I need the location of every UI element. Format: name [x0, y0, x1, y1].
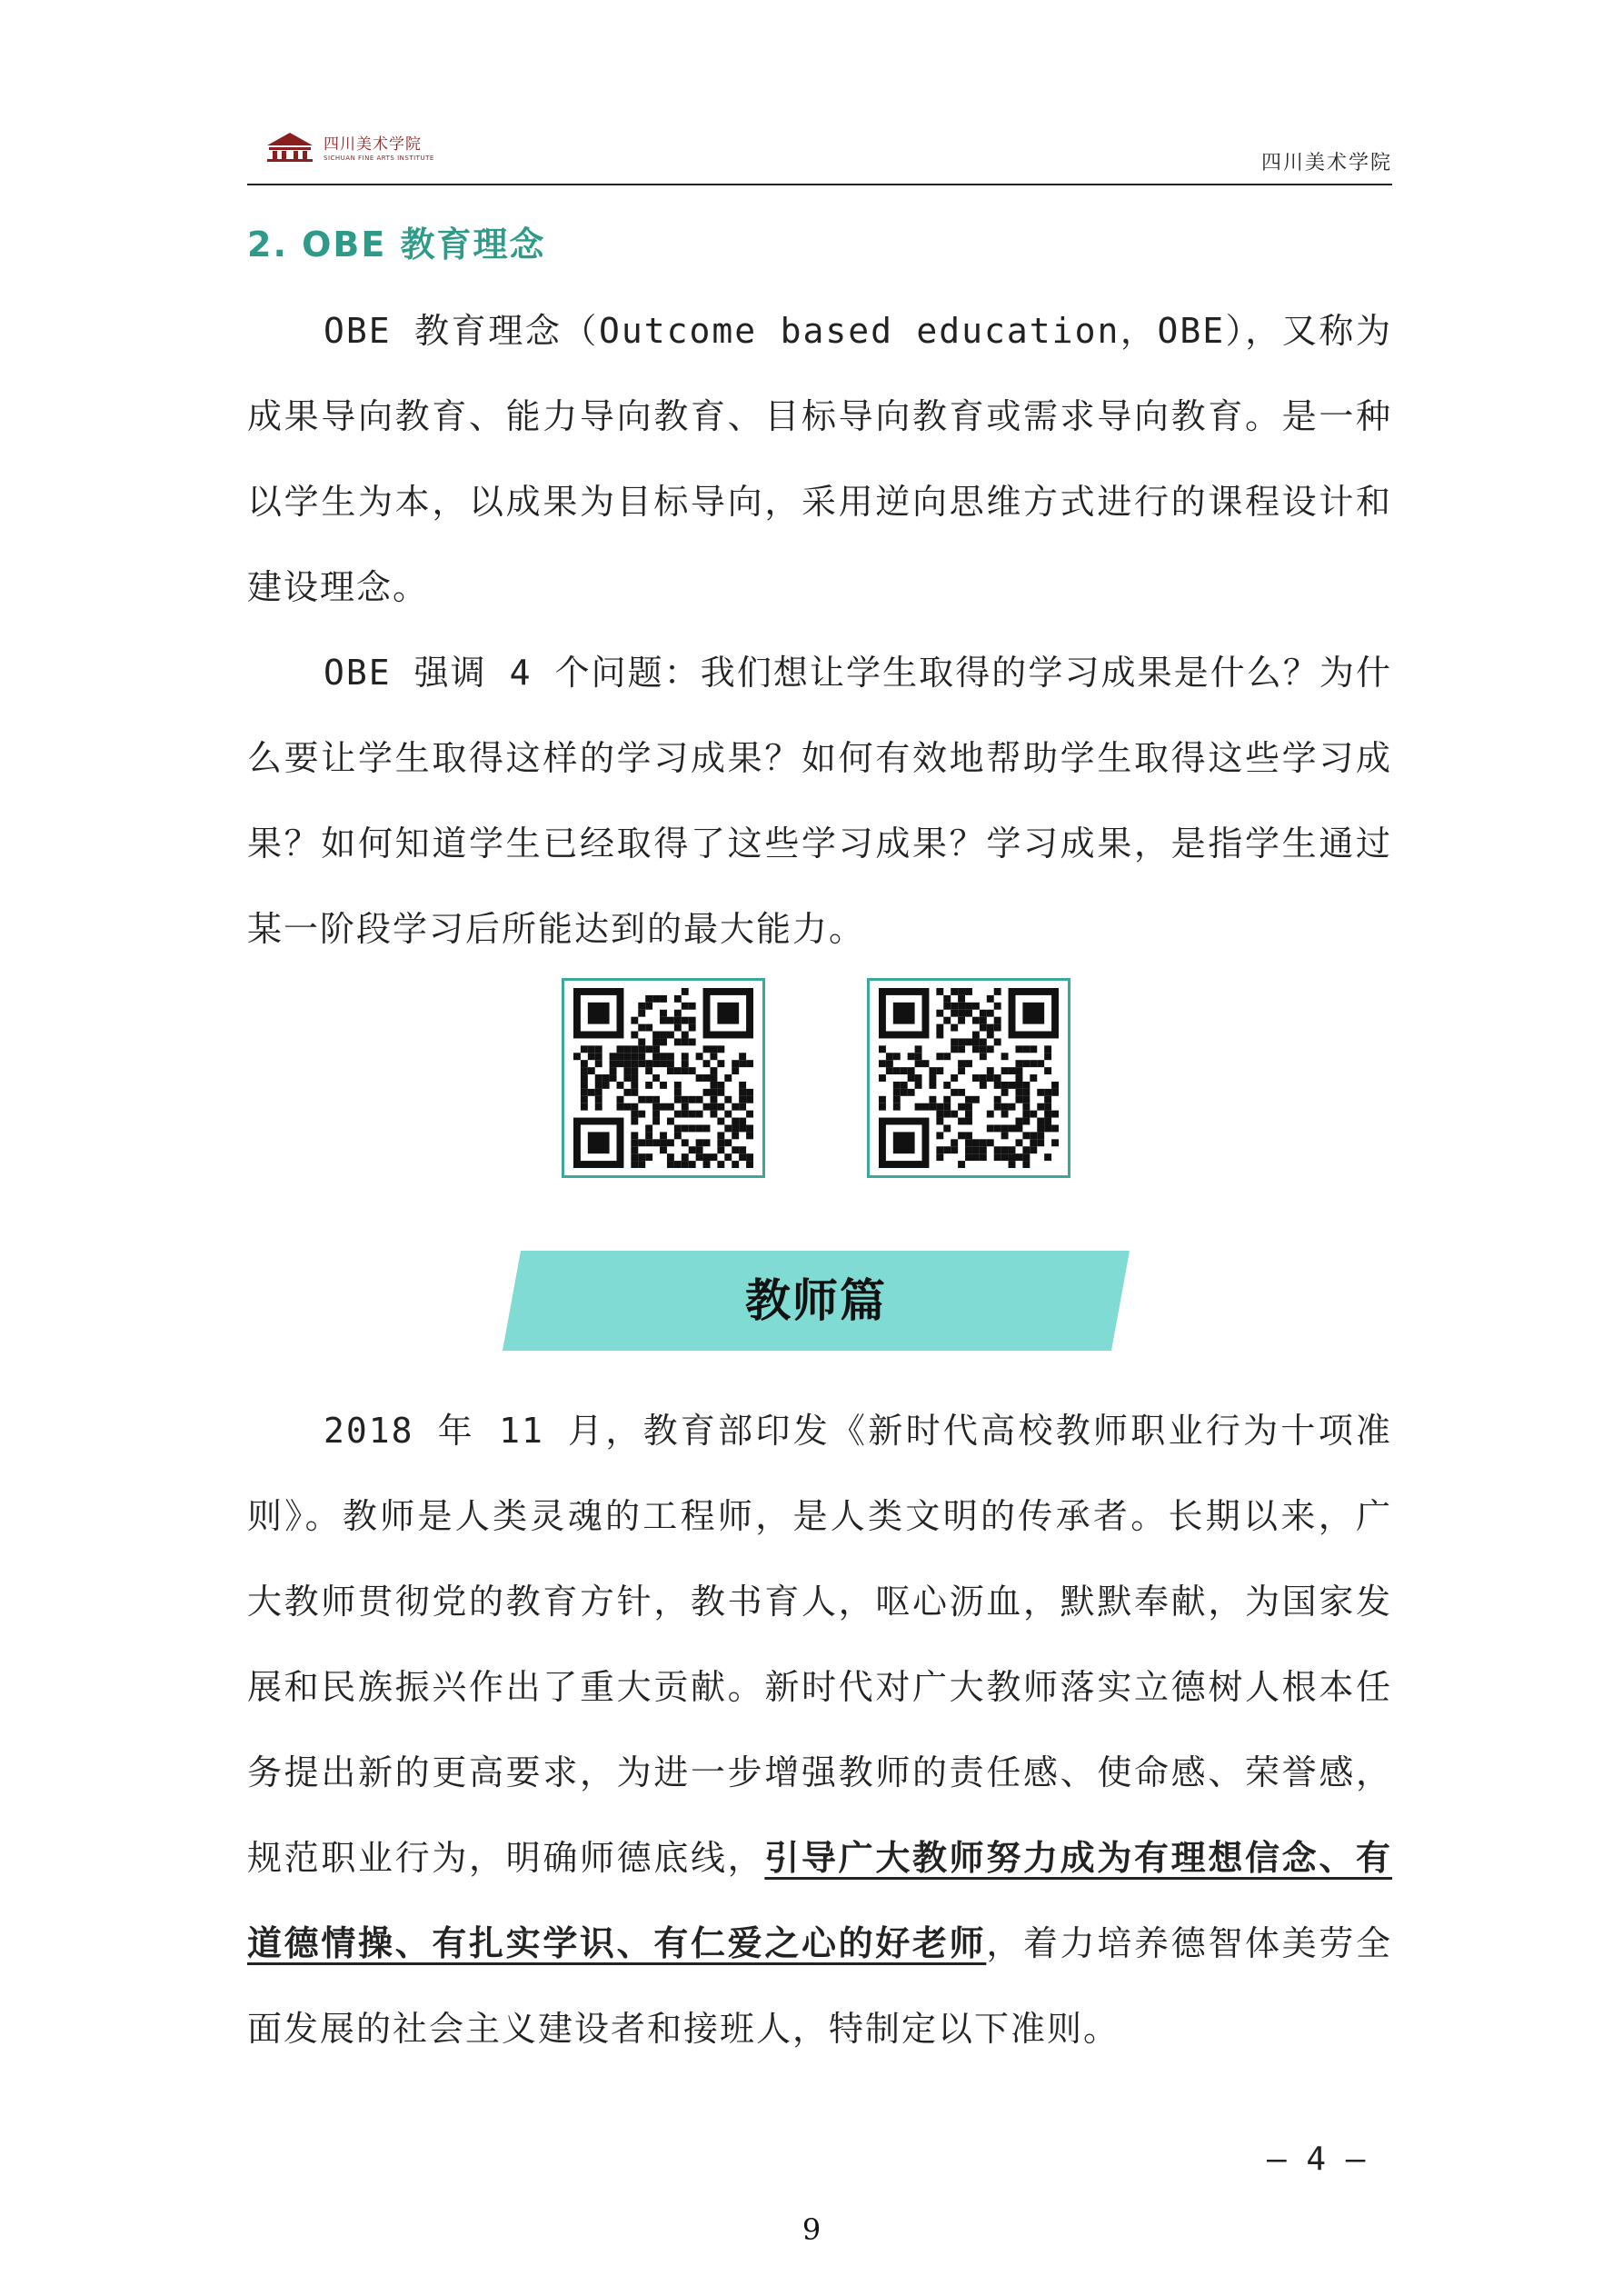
banner-title: 教师篇 [745, 1274, 887, 1327]
logo-english-name: SICHUAN FINE ARTS INSTITUTE [324, 155, 434, 162]
page-number: 9 [802, 2212, 821, 2247]
section-heading: 2. OBE 教育理念 [247, 225, 546, 265]
qr-code-icon [572, 988, 755, 1168]
building-icon [265, 131, 314, 162]
teacher-section-banner [503, 1251, 1130, 1351]
qr-code-2 [867, 978, 1070, 1178]
logo-chinese-name: 四川美术学院 [324, 135, 422, 154]
teacher-paragraph-text: 2018 年 11 月，教育部印发《新时代高校教师职业行为十项准则》。教师是人类灵魂的工程师，是人类文明的传承者。长期以来，广大教师贯彻党的教育方针，教书育人，呕心沥血，默默奉献，为国家发展和民族振兴作出了重大贡献。新时代对广大教师落实立德树人根本任务提出新的更高要求，为进一步增强教师的责任感、使命感、荣誉感，规范职业行为，明确师德底线， [247, 1411, 1392, 1878]
page-mark: — 4 — [1267, 2141, 1366, 2178]
page-header [247, 109, 1392, 185]
teacher-paragraph-emphasis: 引导广大教师努力成为有理想信念、有道德情操、有扎实学识、有仁爱之心的好老师 [247, 1838, 1392, 1963]
obe-questions-paragraph: OBE 强调 4 个问题：我们想让学生取得的学习成果是什么？为什么要让学生取得这样的学习成果？如何有效地帮助学生取得这些学习成果？如何知道学生已经取得了这些学习成果？学习成果，是指学生通过某一阶段学习后所能达到的最大能力。 [247, 653, 1392, 949]
header-institute-name: 四川美术学院 [1260, 152, 1392, 175]
teacher-paragraph-ending: ，着力培养德智体美劳全面发展的社会主义建设者和接班人，特制定以下准则。 [247, 1923, 1392, 2049]
institute-logo [265, 127, 447, 171]
qr-code-1 [562, 978, 765, 1178]
header-divider [247, 184, 1392, 185]
qr-code-icon [877, 988, 1060, 1168]
obe-definition-paragraph: OBE 教育理念（Outcome based education，OBE），又称为成果导向教育、能力导向教育、目标导向教育或需求导向教育。是一种以学生为本，以成果为目标导向，采用逆向思维方式进行的课程设计和建设理念。 [247, 311, 1392, 607]
teacher-paragraph [247, 1388, 1392, 2071]
